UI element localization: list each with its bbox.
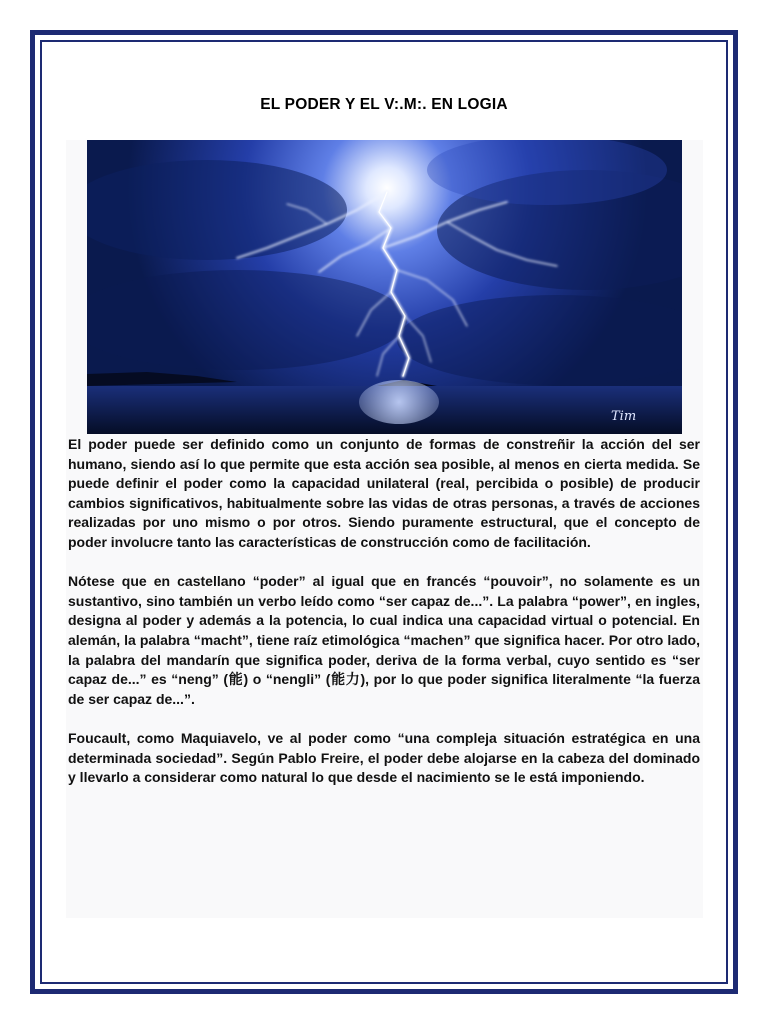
paragraph-2: Nótese que en castellano “poder” al igual que en francés “pouvoir”, no solamente es un sustantivo, sino también un verbo leído como “ser capaz de...”. La palabra “power”, en ingles, designa al poder y además a la potencia, lo cual indica una capacidad virtual o potencial. En alemán, la palabra “macht”, tiene raíz etimológica “machen” que significa hacer. Por otro lado, la palabra del mandarín que significa poder, deriva de la forma verbal, cuyo sentido es “ser capaz de...” es “neng” (能) o “nengli” (能力), por lo que poder significa literalmente “la fuerza de ser capaz de...”.: [68, 573, 700, 707]
document-title: EL PODER Y EL V:.M:. EN LOGIA: [260, 96, 508, 113]
body-text: [68, 435, 700, 807]
signature-mark: [611, 409, 636, 424]
paragraph-3: Foucault, como Maquiavelo, ve al poder como “una compleja situación estratégica en una determinada sociedad”. Según Pablo Freire, el poder debe alojarse en la cabeza del dominado y llevarlo a considerar como natural lo que desde el nacimiento se le está imponiendo.: [68, 729, 700, 786]
svg-text:Tim: Tim: [611, 409, 637, 424]
paragraph-1: El poder puede ser definido como un conjunto de formas de constreñir la acción del ser humano, siendo así lo que permite que esta acción sea posible, al menos en cierta medida. Se puede definir el poder como la capacidad unilateral (real, percibida o posible) de producir cambios significativos, habitualmente sobre las vidas de otras personas, a través de acciones realizadas por uno mismo o por otros. Siendo puramente estructural, que el concepto de poder involucre tanto las características de construcción como de facilitación.: [68, 436, 700, 550]
lightning-photo: [87, 140, 682, 434]
